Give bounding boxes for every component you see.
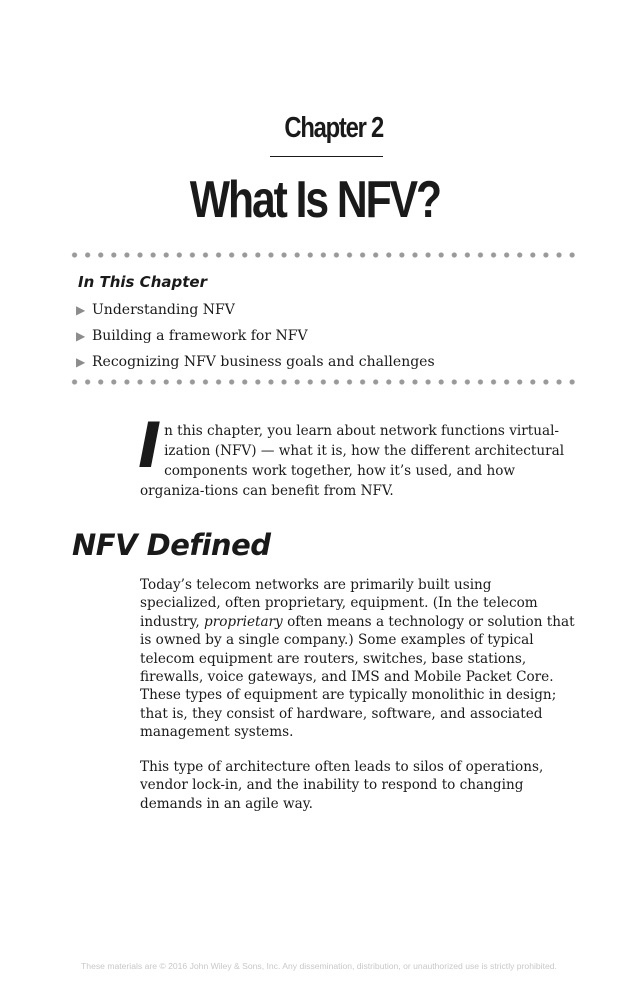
topic-text: Recognizing NFV business goals and challenges <box>92 354 435 370</box>
topic-text: Understanding NFV <box>92 302 235 318</box>
in-this-chapter-heading: In This Chapter <box>78 273 207 291</box>
para1-text-end: often means a technology or solution that is owned by a single company.) Some examples of typical telecom equipment are routers, switches, base stations, firewalls, voice gateways, and IMS and Mobile Packet Core. These types of equipment are typically monolithic in design; that is, they consist of hardware, software, and associated management systems. <box>140 613 575 741</box>
chapter-label: Chapter 2 <box>284 112 383 144</box>
triangle-right-icon: ▶ <box>76 303 86 317</box>
topic-text: Building a framework for NFV <box>92 328 308 344</box>
list-item <box>76 323 435 349</box>
para1-text-start: Today’s telecom networks are primarily built using specialized, often proprietary, equipment. (In the telecom industry, <box>140 577 538 630</box>
dotted-divider-bottom <box>68 378 578 386</box>
copyright-footer: These materials are © 2016 John Wiley & Sons, Inc. Any dissemination, distribution, or unauthorized use is strictly prohibited. <box>81 961 557 971</box>
list-item <box>76 297 435 323</box>
list-item <box>76 349 435 375</box>
triangle-right-icon: ▶ <box>76 355 86 369</box>
chapter-topics-list <box>76 297 435 375</box>
intro-paragraph <box>138 409 570 501</box>
para1-term: proprietary <box>204 613 283 630</box>
dotted-divider-top <box>68 251 578 259</box>
chapter-title: What Is NFV? <box>189 171 440 229</box>
section-heading: NFV Defined <box>72 528 271 562</box>
body-paragraph-1 <box>140 576 576 742</box>
body-paragraph-2: This type of architecture often leads to silos of operations, vendor lock-in, and the inability to respond to changing demands in an agile way. <box>140 759 544 812</box>
intro-text: n this chapter, you learn about network functions virtual-ization (NFV) — what it is, how the different architectural components work together, how it’s used, and how organiza-tions can benefit from NFV. <box>140 423 565 499</box>
chapter-rule <box>270 156 383 157</box>
drop-cap: I <box>138 409 162 482</box>
triangle-right-icon: ▶ <box>76 329 86 343</box>
